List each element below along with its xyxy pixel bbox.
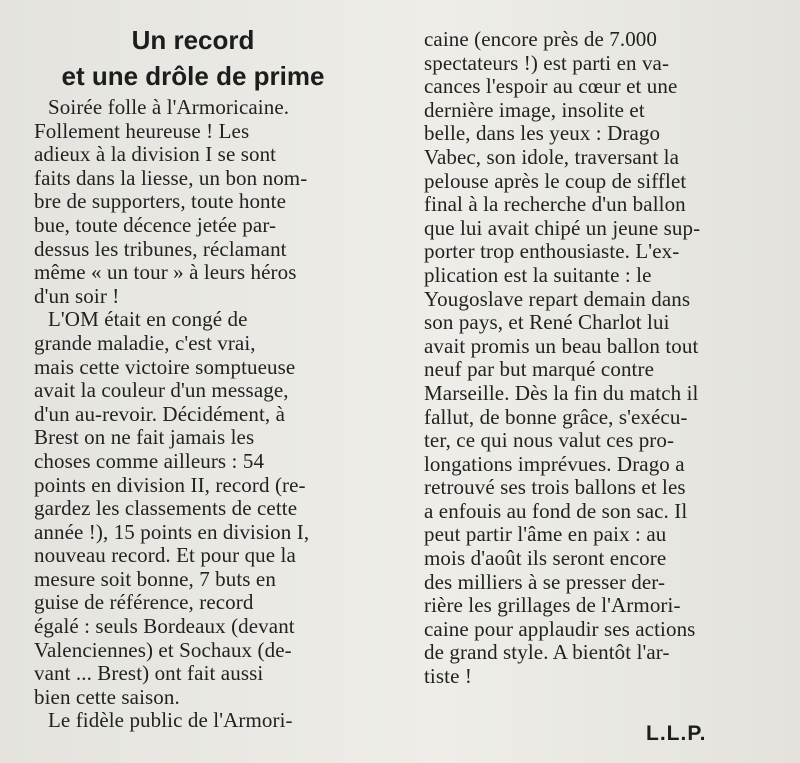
text-line: points en division II, record (re- — [34, 472, 306, 497]
text-line: longations imprévues. Drago a — [424, 451, 685, 476]
text-line: rière les grillages de l'Armori- — [424, 593, 681, 618]
text-line: d'un au-revoir. Décidément, à — [34, 401, 286, 426]
text-line: des milliers à se presser der- — [424, 569, 666, 594]
text-line: belle, dans les yeux : Drago — [424, 121, 661, 146]
text-line: L'OM était en congé de — [48, 307, 248, 332]
text-line: final à la recherche d'un ballon — [424, 192, 686, 217]
text-line: année !), 15 points en division I, — [34, 519, 310, 544]
headline-line-2: et une drôle de prime — [61, 61, 325, 91]
text-line: ter, ce qui nous valut ces pro- — [424, 428, 675, 453]
text-line: faits dans la liesse, un bon nom- — [34, 165, 308, 190]
text-line: mesure soit bonne, 7 buts en — [34, 566, 276, 591]
text-line: bien cette saison. — [34, 684, 180, 709]
text-line: adieux à la division I se sont — [34, 142, 277, 167]
author-signature: L.L.P. — [646, 722, 707, 745]
text-line: pelouse après le coup de sifflet — [424, 168, 687, 193]
text-line: mais cette victoire somptueuse — [34, 354, 296, 379]
text-line: plication est la suitante : le — [424, 262, 652, 287]
text-line: grande maladie, c'est vrai, — [34, 330, 256, 355]
text-line: Vabec, son idole, traversant la — [424, 144, 680, 169]
text-line: vant ... Brest) ont fait aussi — [34, 661, 264, 686]
text-line: d'un soir ! — [34, 283, 120, 308]
text-line: caine pour applaudir ses actions — [424, 616, 696, 641]
text-line: a enfouis au fond de son sac. Il — [424, 498, 688, 523]
text-line: gardez les classements de cette — [34, 496, 298, 521]
text-line: de grand style. A bientôt l'ar- — [424, 640, 670, 665]
text-line: choses comme ailleurs : 54 — [34, 448, 265, 473]
text-line: avait promis un beau ballon tout — [424, 333, 699, 358]
text-line: cances l'espoir au cœur et une — [424, 74, 678, 99]
text-line: bue, toute décence jetée par- — [34, 212, 277, 237]
text-line: égalé : seuls Bordeaux (devant — [34, 614, 295, 639]
text-line: son pays, et René Charlot lui — [424, 310, 670, 335]
text-line: que lui avait chipé un jeune sup- — [424, 215, 701, 240]
headline-line-1: Un record — [131, 25, 255, 55]
text-line: Brest on ne fait jamais les — [34, 425, 255, 450]
text-line: même « un tour » à leurs héros — [34, 260, 297, 285]
text-line: dessus les tribunes, réclamant — [34, 236, 287, 261]
text-line: bre de supporters, toute honte — [34, 189, 287, 214]
text-line: guise de référence, record — [34, 590, 254, 615]
text-line: mois d'août ils seront encore — [424, 546, 667, 571]
text-line: retrouvé ses trois ballons et les — [424, 475, 686, 500]
text-line: dernière image, insolite et — [424, 97, 645, 122]
text-line: neuf par but marqué contre — [424, 357, 655, 382]
text-line: caine (encore près de 7.000 — [424, 27, 658, 51]
text-line: Follement heureuse ! Les — [34, 118, 250, 143]
text-line: peut partir l'âme en paix : au — [424, 522, 667, 547]
text-line: avait la couleur d'un message, — [34, 378, 289, 403]
article-column-left — [34, 96, 364, 733]
text-line: Soirée folle à l'Armoricaine. — [48, 95, 290, 119]
text-line: nouveau record. Et pour que la — [34, 543, 296, 568]
article-column-right — [424, 28, 774, 689]
text-line: Le fidèle public de l'Armori- — [48, 708, 293, 733]
text-line: Valenciennes) et Sochaux (de- — [34, 637, 292, 662]
text-line: tiste ! — [424, 664, 472, 689]
text-line: Marseille. Dès la fin du match il — [424, 380, 699, 405]
text-line: porter trop enthousiaste. L'ex- — [424, 239, 680, 264]
text-line: fallut, de bonne grâce, s'exécu- — [424, 404, 688, 429]
text-line: Yougoslave repart demain dans — [424, 286, 691, 311]
text-line: spectateurs !) est parti en va- — [424, 50, 670, 75]
